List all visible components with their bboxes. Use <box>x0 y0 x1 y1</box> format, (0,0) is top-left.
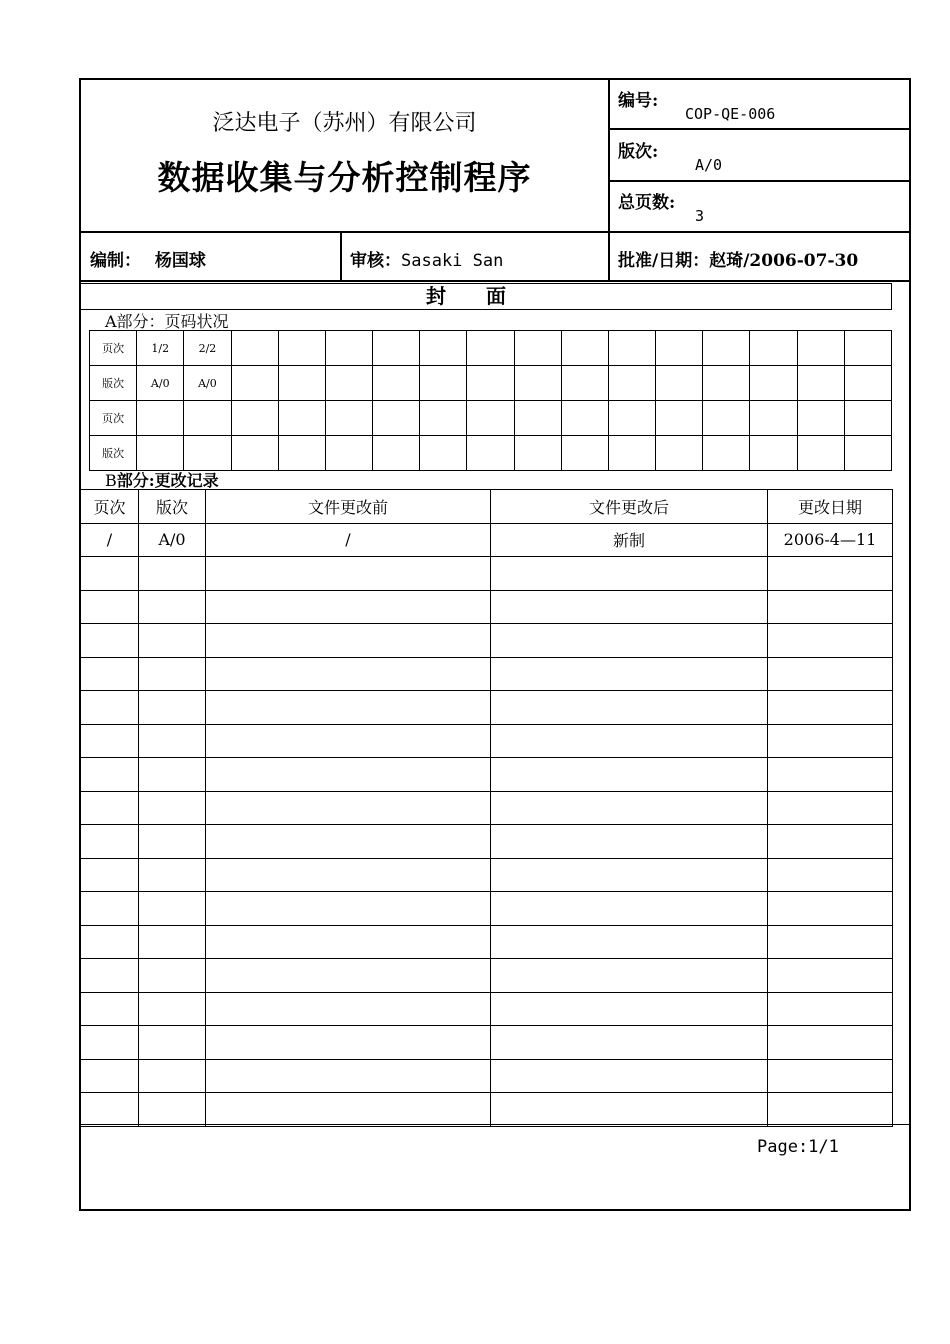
table-cell <box>491 791 768 825</box>
page-status-cell <box>278 331 325 366</box>
table-cell <box>491 758 768 792</box>
table-cell <box>768 892 893 926</box>
table-cell <box>491 724 768 758</box>
page-status-cell <box>703 331 750 366</box>
table-cell <box>81 892 139 926</box>
table-cell: 2006-4—11 <box>768 523 893 557</box>
page-status-cell <box>514 331 561 366</box>
page-status-cell <box>137 401 184 436</box>
page-status-cell <box>514 401 561 436</box>
cover-title: 封面 <box>80 283 892 310</box>
page-status-cell <box>561 436 608 471</box>
page-status-table <box>89 330 892 471</box>
table-cell <box>206 791 491 825</box>
page-status-cell <box>608 366 655 401</box>
table-cell <box>81 624 139 658</box>
table-row <box>81 892 893 926</box>
company-name: 泛达电子（苏州）有限公司 <box>212 111 477 136</box>
page-status-cell <box>656 436 703 471</box>
page-status-cell <box>373 436 420 471</box>
table-cell <box>139 557 206 591</box>
table-cell <box>81 724 139 758</box>
table-cell <box>139 758 206 792</box>
table-cell <box>206 892 491 926</box>
total-pages-value: 3 <box>695 207 705 225</box>
table-cell <box>81 858 139 892</box>
table-cell <box>768 657 893 691</box>
table-cell <box>139 992 206 1026</box>
page-status-cell <box>373 331 420 366</box>
prepared-label: 编制： <box>90 251 141 271</box>
table-cell <box>768 691 893 725</box>
page-status-cell <box>656 331 703 366</box>
page-status-cell <box>278 436 325 471</box>
table-cell <box>491 892 768 926</box>
page-status-cell <box>373 366 420 401</box>
table-cell <box>139 791 206 825</box>
page-status-cell <box>325 436 372 471</box>
page-status-cell <box>278 366 325 401</box>
table-cell <box>768 1026 893 1060</box>
table-cell <box>81 758 139 792</box>
page-status-cell <box>608 401 655 436</box>
header-divider <box>608 180 911 182</box>
page-status-cell <box>703 436 750 471</box>
page-status-cell <box>231 436 278 471</box>
table-row <box>81 959 893 993</box>
table-cell <box>139 724 206 758</box>
version-value: A/0 <box>695 156 723 174</box>
table-cell <box>139 925 206 959</box>
table-row <box>81 724 893 758</box>
table-cell <box>768 925 893 959</box>
page-status-cell <box>325 366 372 401</box>
column-header: 文件更改后 <box>491 490 768 524</box>
page-status-cell <box>467 331 514 366</box>
page-status-cell <box>656 366 703 401</box>
page-status-cell <box>184 436 231 471</box>
table-row <box>81 590 893 624</box>
signature-divider <box>79 280 911 282</box>
page-status-cell: 2/2 <box>184 331 231 366</box>
table-cell <box>81 992 139 1026</box>
page-status-row-label: 页次 <box>90 331 137 366</box>
section-b-prefix: B <box>105 471 117 490</box>
table-row <box>81 858 893 892</box>
column-header: 版次 <box>139 490 206 524</box>
table-cell: 新制 <box>491 523 768 557</box>
table-cell <box>491 858 768 892</box>
page-status-cell <box>561 401 608 436</box>
page-status-row-label: 页次 <box>90 401 137 436</box>
page-status-cell <box>325 401 372 436</box>
table-cell <box>491 657 768 691</box>
table-cell <box>81 557 139 591</box>
table-row <box>81 825 893 859</box>
table-cell <box>206 657 491 691</box>
table-cell <box>206 724 491 758</box>
page-status-cell <box>608 331 655 366</box>
table-cell <box>768 1093 893 1127</box>
table-cell <box>139 892 206 926</box>
page-status-cell <box>797 401 844 436</box>
approved-label: 批准/日期： <box>618 251 710 271</box>
column-header: 更改日期 <box>768 490 893 524</box>
page-status-cell: A/0 <box>184 366 231 401</box>
page-status-cell <box>656 401 703 436</box>
page-status-cell <box>467 366 514 401</box>
table-cell <box>768 758 893 792</box>
page-status-row <box>90 436 892 471</box>
column-header: 页次 <box>81 490 139 524</box>
page-status-cell <box>750 331 797 366</box>
section-b-title <box>105 468 219 491</box>
page-status-cell <box>278 401 325 436</box>
table-cell <box>206 1059 491 1093</box>
table-cell <box>139 590 206 624</box>
table-cell <box>491 992 768 1026</box>
table-cell <box>491 557 768 591</box>
table-row <box>81 523 893 557</box>
page-status-row <box>90 331 892 366</box>
page-status-cell: A/0 <box>137 366 184 401</box>
doc-number: COP-QE-006 <box>685 105 776 123</box>
header-divider <box>79 231 911 233</box>
table-row <box>81 1026 893 1060</box>
table-cell <box>206 925 491 959</box>
approved-by <box>618 246 858 271</box>
table-cell <box>206 590 491 624</box>
table-row <box>81 1093 893 1127</box>
table-cell <box>491 1026 768 1060</box>
table-cell <box>139 691 206 725</box>
page-status-cell <box>797 331 844 366</box>
table-row <box>81 624 893 658</box>
table-cell <box>768 791 893 825</box>
table-cell <box>768 858 893 892</box>
page-status-cell <box>420 331 467 366</box>
table-row <box>81 657 893 691</box>
table-row <box>81 791 893 825</box>
header-divider <box>608 128 911 130</box>
table-cell <box>491 624 768 658</box>
table-cell <box>768 959 893 993</box>
page-status-cell <box>514 436 561 471</box>
table-cell <box>139 657 206 691</box>
table-cell <box>139 825 206 859</box>
table-cell <box>768 590 893 624</box>
page-status-cell <box>750 401 797 436</box>
page-status-cell <box>373 401 420 436</box>
table-cell <box>139 1059 206 1093</box>
table-row <box>81 691 893 725</box>
page-status-cell <box>561 366 608 401</box>
table-cell <box>139 624 206 658</box>
table-cell <box>81 959 139 993</box>
table-cell <box>768 557 893 591</box>
page-status-cell <box>420 401 467 436</box>
table-cell <box>206 1093 491 1127</box>
table-cell <box>491 691 768 725</box>
section-a-title: A部分：页码状况 <box>105 312 229 331</box>
table-cell <box>491 959 768 993</box>
page-status-cell <box>231 401 278 436</box>
page-status-row <box>90 366 892 401</box>
page-status-cell <box>231 331 278 366</box>
page-status-cell: 1/2 <box>137 331 184 366</box>
table-row <box>81 992 893 1026</box>
change-table-header <box>81 490 893 524</box>
table-cell <box>206 1026 491 1060</box>
page-status-cell <box>420 436 467 471</box>
page-status-cell <box>844 401 891 436</box>
page-status-cell <box>703 401 750 436</box>
table-cell <box>81 791 139 825</box>
table-cell <box>81 1093 139 1127</box>
page-status-row-label: 版次 <box>90 366 137 401</box>
table-cell <box>139 959 206 993</box>
page-status-cell <box>514 366 561 401</box>
table-cell <box>139 1093 206 1127</box>
page-status-cell <box>420 366 467 401</box>
page-status-cell <box>608 436 655 471</box>
page-status-row-label: 版次 <box>90 436 137 471</box>
prepared-name: 杨国球 <box>154 251 206 271</box>
page-status-cell <box>797 436 844 471</box>
doc-number-label: 编号: <box>618 91 659 111</box>
page-status-cell <box>184 401 231 436</box>
reviewed-by <box>350 246 503 271</box>
page-status-cell <box>797 366 844 401</box>
footer-divider <box>79 1124 911 1125</box>
table-cell <box>206 858 491 892</box>
signature-divider-vertical <box>340 231 342 281</box>
table-cell <box>768 624 893 658</box>
version-label: 版次: <box>618 142 659 162</box>
table-cell <box>206 758 491 792</box>
prepared-by <box>90 246 206 271</box>
table-cell <box>491 925 768 959</box>
table-cell <box>139 858 206 892</box>
table-row <box>81 1059 893 1093</box>
table-cell <box>206 624 491 658</box>
table-cell <box>206 691 491 725</box>
table-cell <box>81 1059 139 1093</box>
table-cell <box>206 557 491 591</box>
table-cell <box>206 959 491 993</box>
page-status-cell <box>325 331 372 366</box>
page-status-cell <box>137 436 184 471</box>
table-cell <box>768 992 893 1026</box>
table-cell <box>81 925 139 959</box>
table-cell: / <box>206 523 491 557</box>
table-cell <box>491 1059 768 1093</box>
table-cell <box>768 724 893 758</box>
page-status-cell <box>467 401 514 436</box>
table-cell <box>81 691 139 725</box>
reviewed-name: Sasaki San <box>401 251 504 271</box>
table-cell <box>491 825 768 859</box>
table-cell <box>768 825 893 859</box>
page-status-cell <box>231 366 278 401</box>
page-status-cell <box>750 366 797 401</box>
table-cell <box>139 1026 206 1060</box>
page-status-cell <box>750 436 797 471</box>
page-status-cell <box>467 436 514 471</box>
page-status-cell <box>844 331 891 366</box>
table-cell <box>81 825 139 859</box>
approved-name-date: 赵琦/2006-07-30 <box>709 251 859 271</box>
page-status-cell <box>844 366 891 401</box>
table-cell <box>491 590 768 624</box>
document-title: 数据收集与分析控制程序 <box>157 158 532 197</box>
page-number: Page:1/1 <box>757 1137 839 1157</box>
table-cell <box>81 590 139 624</box>
table-cell: / <box>81 523 139 557</box>
table-row <box>81 557 893 591</box>
table-cell <box>206 992 491 1026</box>
table-cell <box>81 1026 139 1060</box>
reviewed-label: 审核： <box>350 251 401 271</box>
column-header: 文件更改前 <box>206 490 491 524</box>
page-status-cell <box>561 331 608 366</box>
table-cell: A/0 <box>139 523 206 557</box>
table-row <box>81 925 893 959</box>
page-status-row <box>90 401 892 436</box>
total-pages-label: 总页数: <box>618 193 676 213</box>
table-cell <box>491 1093 768 1127</box>
section-b-label: 部分:更改记录 <box>116 471 219 490</box>
page-status-cell <box>844 436 891 471</box>
table-cell <box>206 825 491 859</box>
page-status-cell <box>703 366 750 401</box>
table-cell <box>81 657 139 691</box>
table-cell <box>768 1059 893 1093</box>
change-record-table <box>80 489 893 1127</box>
table-row <box>81 758 893 792</box>
